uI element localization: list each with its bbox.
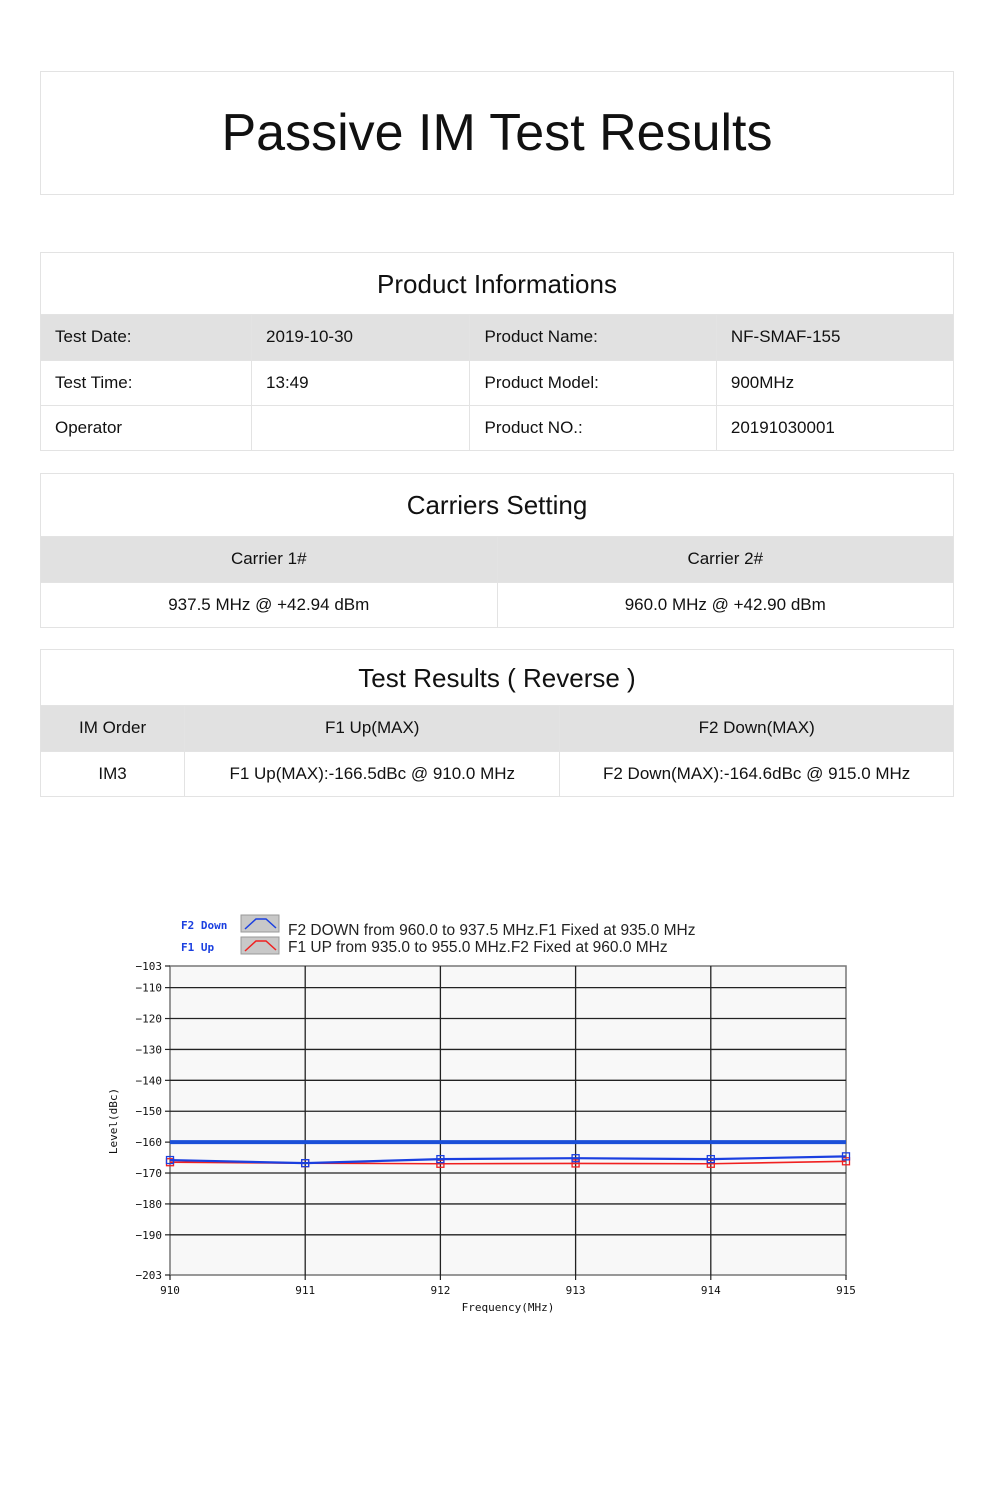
y-tick-label: −180 — [135, 1197, 162, 1211]
results-table — [41, 706, 953, 796]
column-header: F2 Down(MAX) — [560, 706, 953, 751]
x-tick-label: 915 — [836, 1284, 856, 1297]
label-cell: Product Model: — [470, 360, 716, 405]
value-cell — [252, 405, 470, 450]
value-cell: 20191030001 — [716, 405, 953, 450]
value-cell: 937.5 MHz @ +42.94 dBm — [41, 582, 497, 627]
legend-key-f2: F2 Down — [181, 919, 228, 932]
column-header: IM Order — [41, 706, 185, 751]
column-header: Carrier 2# — [497, 537, 953, 582]
legend-label-f1: F1 UP from 935.0 to 955.0 MHz.F2 Fixed at 960.0 MHz — [288, 939, 668, 956]
table-row — [41, 405, 953, 450]
y-axis-label: Level(dBc) — [107, 1087, 120, 1155]
carriers-section — [40, 473, 954, 628]
value-cell: NF-SMAF-155 — [716, 315, 953, 360]
y-tick-label: −203 — [135, 1269, 162, 1282]
y-tick-label: −140 — [135, 1074, 162, 1088]
x-axis-ticks — [160, 1275, 856, 1297]
x-tick-label: 910 — [160, 1284, 180, 1297]
x-axis-label: Frequency(MHz) — [461, 1301, 555, 1314]
label-cell: Test Time: — [41, 360, 252, 405]
value-cell: F2 Down(MAX):-164.6dBc @ 915.0 MHz — [560, 751, 953, 796]
y-tick-label: −130 — [135, 1043, 162, 1057]
y-tick-label: −170 — [135, 1167, 162, 1181]
y-tick-label: −150 — [135, 1105, 162, 1119]
section-title: Test Results ( Reverse ) — [41, 650, 953, 706]
y-tick-label: −120 — [135, 1012, 162, 1026]
value-cell: IM3 — [41, 751, 185, 796]
x-tick-label: 913 — [565, 1284, 586, 1297]
x-tick-label: 912 — [430, 1284, 451, 1297]
plot-area — [170, 966, 846, 1275]
table-row — [41, 582, 953, 627]
carriers-table — [41, 537, 953, 627]
report-title-box — [40, 71, 954, 195]
section-title: Product Informations — [41, 253, 953, 315]
table-header-row — [41, 537, 953, 582]
table-row — [41, 315, 953, 360]
x-tick-label: 914 — [700, 1284, 721, 1297]
legend-label-f2: F2 DOWN from 960.0 to 937.5 MHz.F1 Fixed at 935.0 MHz — [288, 922, 696, 939]
value-cell: 960.0 MHz @ +42.90 dBm — [497, 582, 953, 627]
product-info-section — [40, 252, 954, 451]
label-cell: Product Name: — [470, 315, 716, 360]
label-cell: Product NO.: — [470, 405, 716, 450]
table-header-row — [41, 706, 953, 751]
y-tick-label: −103 — [135, 960, 162, 973]
value-cell: 13:49 — [252, 360, 470, 405]
value-cell: 2019-10-30 — [252, 315, 470, 360]
pim-chart — [95, 905, 875, 1325]
legend-key-f1: F1 Up — [181, 941, 215, 954]
chart-legend — [181, 915, 695, 956]
column-header: F1 Up(MAX) — [185, 706, 560, 751]
section-title: Carriers Setting — [41, 474, 953, 537]
value-cell: 900MHz — [716, 360, 953, 405]
test-results-section — [40, 649, 954, 797]
label-cell: Test Date: — [41, 315, 252, 360]
y-tick-label: −160 — [135, 1136, 162, 1150]
product-info-table — [41, 315, 953, 450]
y-axis-ticks — [136, 960, 171, 1282]
report-title: Passive IM Test Results — [221, 104, 773, 162]
legend-swatch-f1-icon — [241, 937, 279, 954]
label-cell: Operator — [41, 405, 252, 450]
y-tick-label: −110 — [135, 981, 162, 995]
value-cell: F1 Up(MAX):-166.5dBc @ 910.0 MHz — [185, 751, 560, 796]
legend-swatch-f2-icon — [241, 915, 279, 932]
table-row — [41, 751, 953, 796]
y-tick-label: −190 — [135, 1228, 162, 1242]
x-tick-label: 911 — [295, 1284, 316, 1297]
table-row — [41, 360, 953, 405]
column-header: Carrier 1# — [41, 537, 497, 582]
